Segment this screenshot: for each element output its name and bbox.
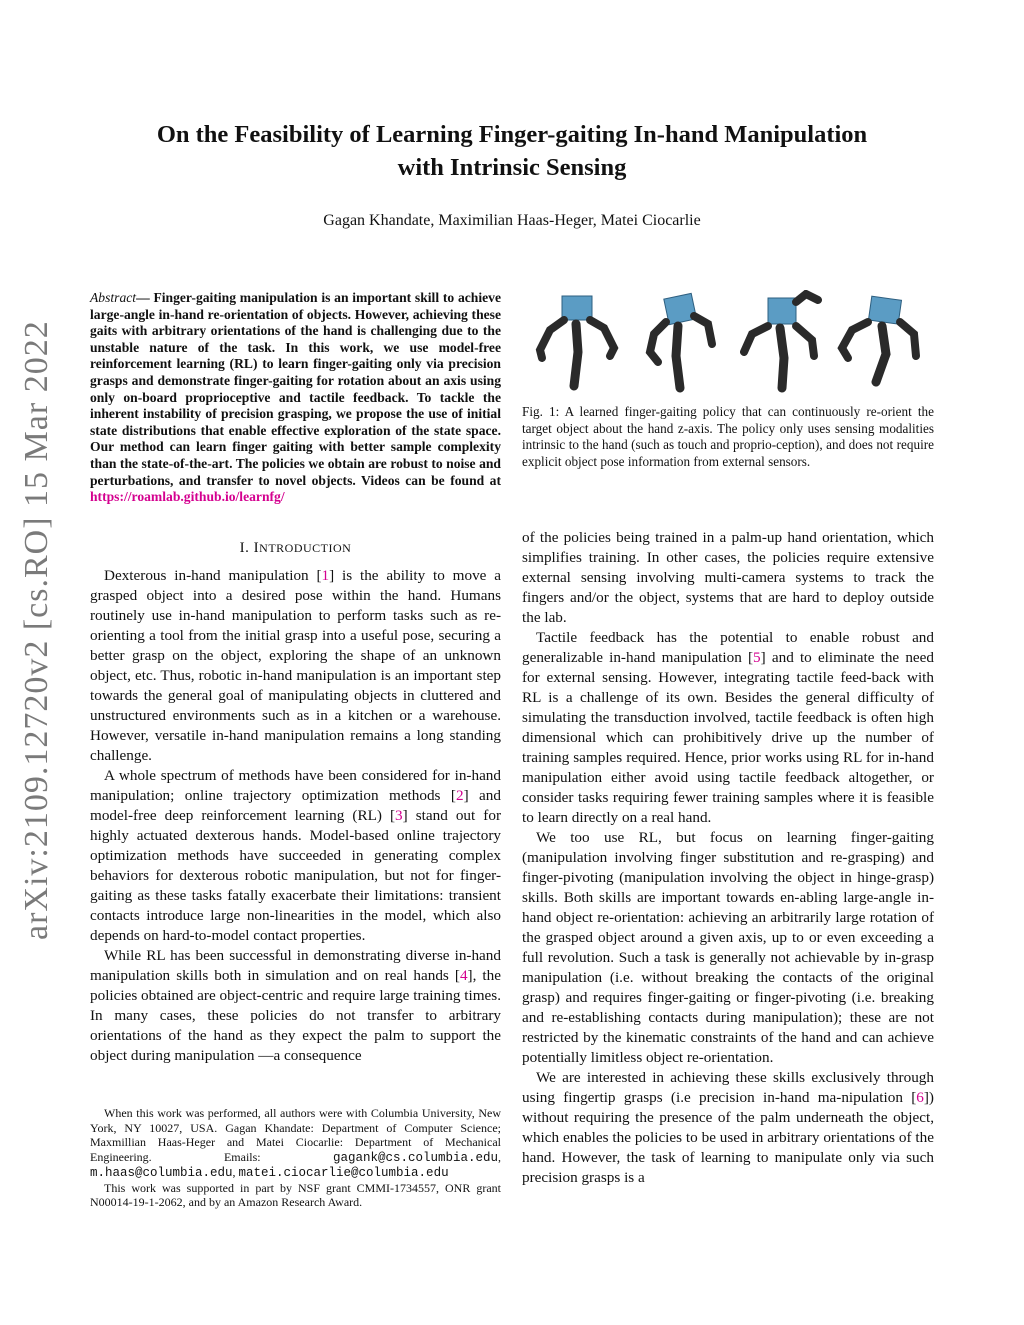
author-list: Gagan Khandate, Maximilian Haas-Heger, Matei Ciocarlie	[323, 212, 701, 229]
robot-hand-image-2	[630, 290, 730, 395]
citation-5[interactable]: 5	[753, 649, 761, 666]
intro-paragraph-1: Dexterous in-hand manipulation [1] is the ability to move a grasped object into a desired pose within the hand. Humans routinely use in-hand manipulation to perform tasks such as re-orienting a tool from the initial grasp into a useful pose, securing a better grasp on the object, exploring the shape of an unknown object, etc. Thus, robotic in-hand manipulation is an important step towards the general goal of manipulating objects in cluttered and unstructured environments such as in a kitchen or a warehouse. However, versatile in-hand manipulation remains a long standing challenge.	[90, 567, 501, 764]
email-khandate[interactable]: gagank@cs.columbia.edu	[332, 1150, 498, 1165]
citation-4[interactable]: 4	[459, 967, 468, 984]
figure-1-robot-hands	[522, 290, 934, 400]
figure-1-caption: Fig. 1: A learned finger-gaiting policy that can continuously re-orient the target object about the hand z-axis. The policy only uses sensing modalities intrinsic to the hand (such as touch and proprio-ception), and does not require explicit object pose information from external sensors.	[522, 404, 934, 469]
title-line-1: On the Feasibility of Learning Finger-gaiting In-hand Manipulation	[156, 121, 868, 148]
abstract	[90, 290, 501, 506]
paper-title	[90, 118, 934, 184]
right-paragraph-3: We too use RL, but focus on learning finger-gaiting (manipulation involving finger substitution and re-grasping) and finger-pivoting (manipulation involving the object in hinge-grasp) skills. Both skills are important towards en-abling large-angle in-hand object re-orientation: achieving an arbitrarily large rotation of the grasped object around a given axis, up to or even exceeding a full revolution. Such a task is generally not achievable by in-grasp manipulation (i.e. without breaking the contacts of the original grasp) and requires finger-gaiting or finger-pivoting (i.e. breaking and re-establishing contacts during manipulation); these are not restricted by the kinematic constraints of the hand and can achieve potentially limitless object re-orientation.	[522, 829, 934, 1066]
right-paragraph-2: Tactile feedback has the potential to enable robust and generalizable in-hand manipulation [5] and to eliminate the need for external sensing. However, integrating tactile feed-back with RL is a challenge of its own. Besides the general difficulty of simulating the transduction involved, tactile feedback is often high dimensional which can prohibitively drive up the number of training samples required. Hence, prior works using RL for in-hand manipulation either avoid using tactile feedback altogether, or consider tasks requiring fewer training samples where it is feasible to learn directly on a real hand.	[522, 629, 935, 826]
intro-paragraph-3: While RL has been successful in demonstrating diverse in-hand manipulation skills both in simulation and on real hands [4], the policies obtained are object-centric and require large training times. In many cases, these policies do not transfer to arbitrary orientations of the hand as they expect the palm to support the object during manipulation —a consequence	[90, 947, 501, 1064]
project-link[interactable]: https://roamlab.github.io/learnfg/	[90, 489, 285, 505]
left-column	[90, 290, 501, 506]
arxiv-identifier: arXiv:2109.12720v2 [cs.RO] 15 Mar 2022	[18, 320, 55, 940]
email-haas[interactable]: m.haas@columbia.edu	[90, 1166, 233, 1180]
citation-2[interactable]: 2	[455, 787, 464, 804]
footnote-funding: This work was supported in part by NSF grant CMMI-1734557, ONR grant N00014-19-1-2062, and by an Amazon Research Award.	[90, 1180, 501, 1209]
robot-hand-image-3	[732, 290, 832, 395]
right-paragraph-4: We are interested in achieving these skills exclusively through using fingertip grasps (i.e precision in-hand ma-nipulation [6]) without requiring the presence of the palm underneath the object, which enables the policies to be used in arbitrary orientations of the hand. However, the task of learning to manipulate only via such precision grasps is a	[522, 1069, 934, 1186]
intro-paragraph-2: A whole spectrum of methods have been considered for in-hand manipulation; online trajectory optimization methods [2] and model-free deep reinforcement learning (RL) [3] stand out for highly actuated dexterous hands. Model-based online trajectory optimization methods have succeeded in generating complex behaviors for dexterous robotic manipulation, but not for finger-gaiting as these tasks fatally exacerbate their limitations: transient contacts introduce large non-linearities in the model, which also depends on hard-to-model contact properties.	[90, 767, 501, 944]
abstract-label: Abstract	[90, 290, 137, 305]
introduction-section	[90, 538, 501, 1066]
footnote	[90, 1106, 501, 1210]
citation-6[interactable]: 6	[916, 1089, 924, 1106]
citation-1[interactable]: 1	[321, 567, 330, 584]
footnote-affiliations: When this work was performed, all authors were with Columbia University, New York, NY 10027, USA. Gagan Khandate: Department of Computer Science; Maxmillian Haas-Heger and Matei Ciocarlie: Department of Mechanical Engineering. Emails: gagank@cs.columbia.edu, m.haas@columbia.edu, matei.ciocarlie@columbia.edu	[90, 1106, 501, 1180]
title-line-2: with Intrinsic Sensing	[397, 154, 627, 181]
citation-3[interactable]: 3	[395, 807, 403, 824]
abstract-body: Finger-gaiting manipulation is an important skill to achieve large-angle in-hand re-orientation of objects. However, achieving these gaits with arbitrary orientations of the hand is challenging due to the unstable nature of the task. In this work, we use model-free reinforcement learning (RL) to learn finger-gaiting only via precision grasps and demonstrate finger-gaiting for rotation about an axis using only on-board proprioceptive and tactile feedback. To tackle the inherent instability of precision grasping, we propose the use of initial state distributions that enable effective exploration of the state space. Our method can learn finger gaiting with better sample complexity than the state-of-the-art. The policies we obtain are robust to noise and perturbations, and transfer to novel objects. Videos can be found at	[90, 290, 501, 488]
robot-hand-image-4	[832, 290, 932, 395]
robot-hand-image-1	[528, 290, 628, 395]
abstract-dash: —	[136, 290, 154, 305]
email-ciocarlie[interactable]: matei.ciocarlie@columbia.edu	[238, 1166, 449, 1180]
right-column-text	[522, 528, 934, 1188]
right-paragraph-1: of the policies being trained in a palm-up hand orientation, which simplifies training. In other cases, the policies require extensive external sensing involving multi-camera systems to track the fingers and/or the object, systems that are hard to deploy outside the lab.	[522, 529, 934, 626]
section-heading-introduction: I. INTRODUCTION	[239, 540, 352, 556]
